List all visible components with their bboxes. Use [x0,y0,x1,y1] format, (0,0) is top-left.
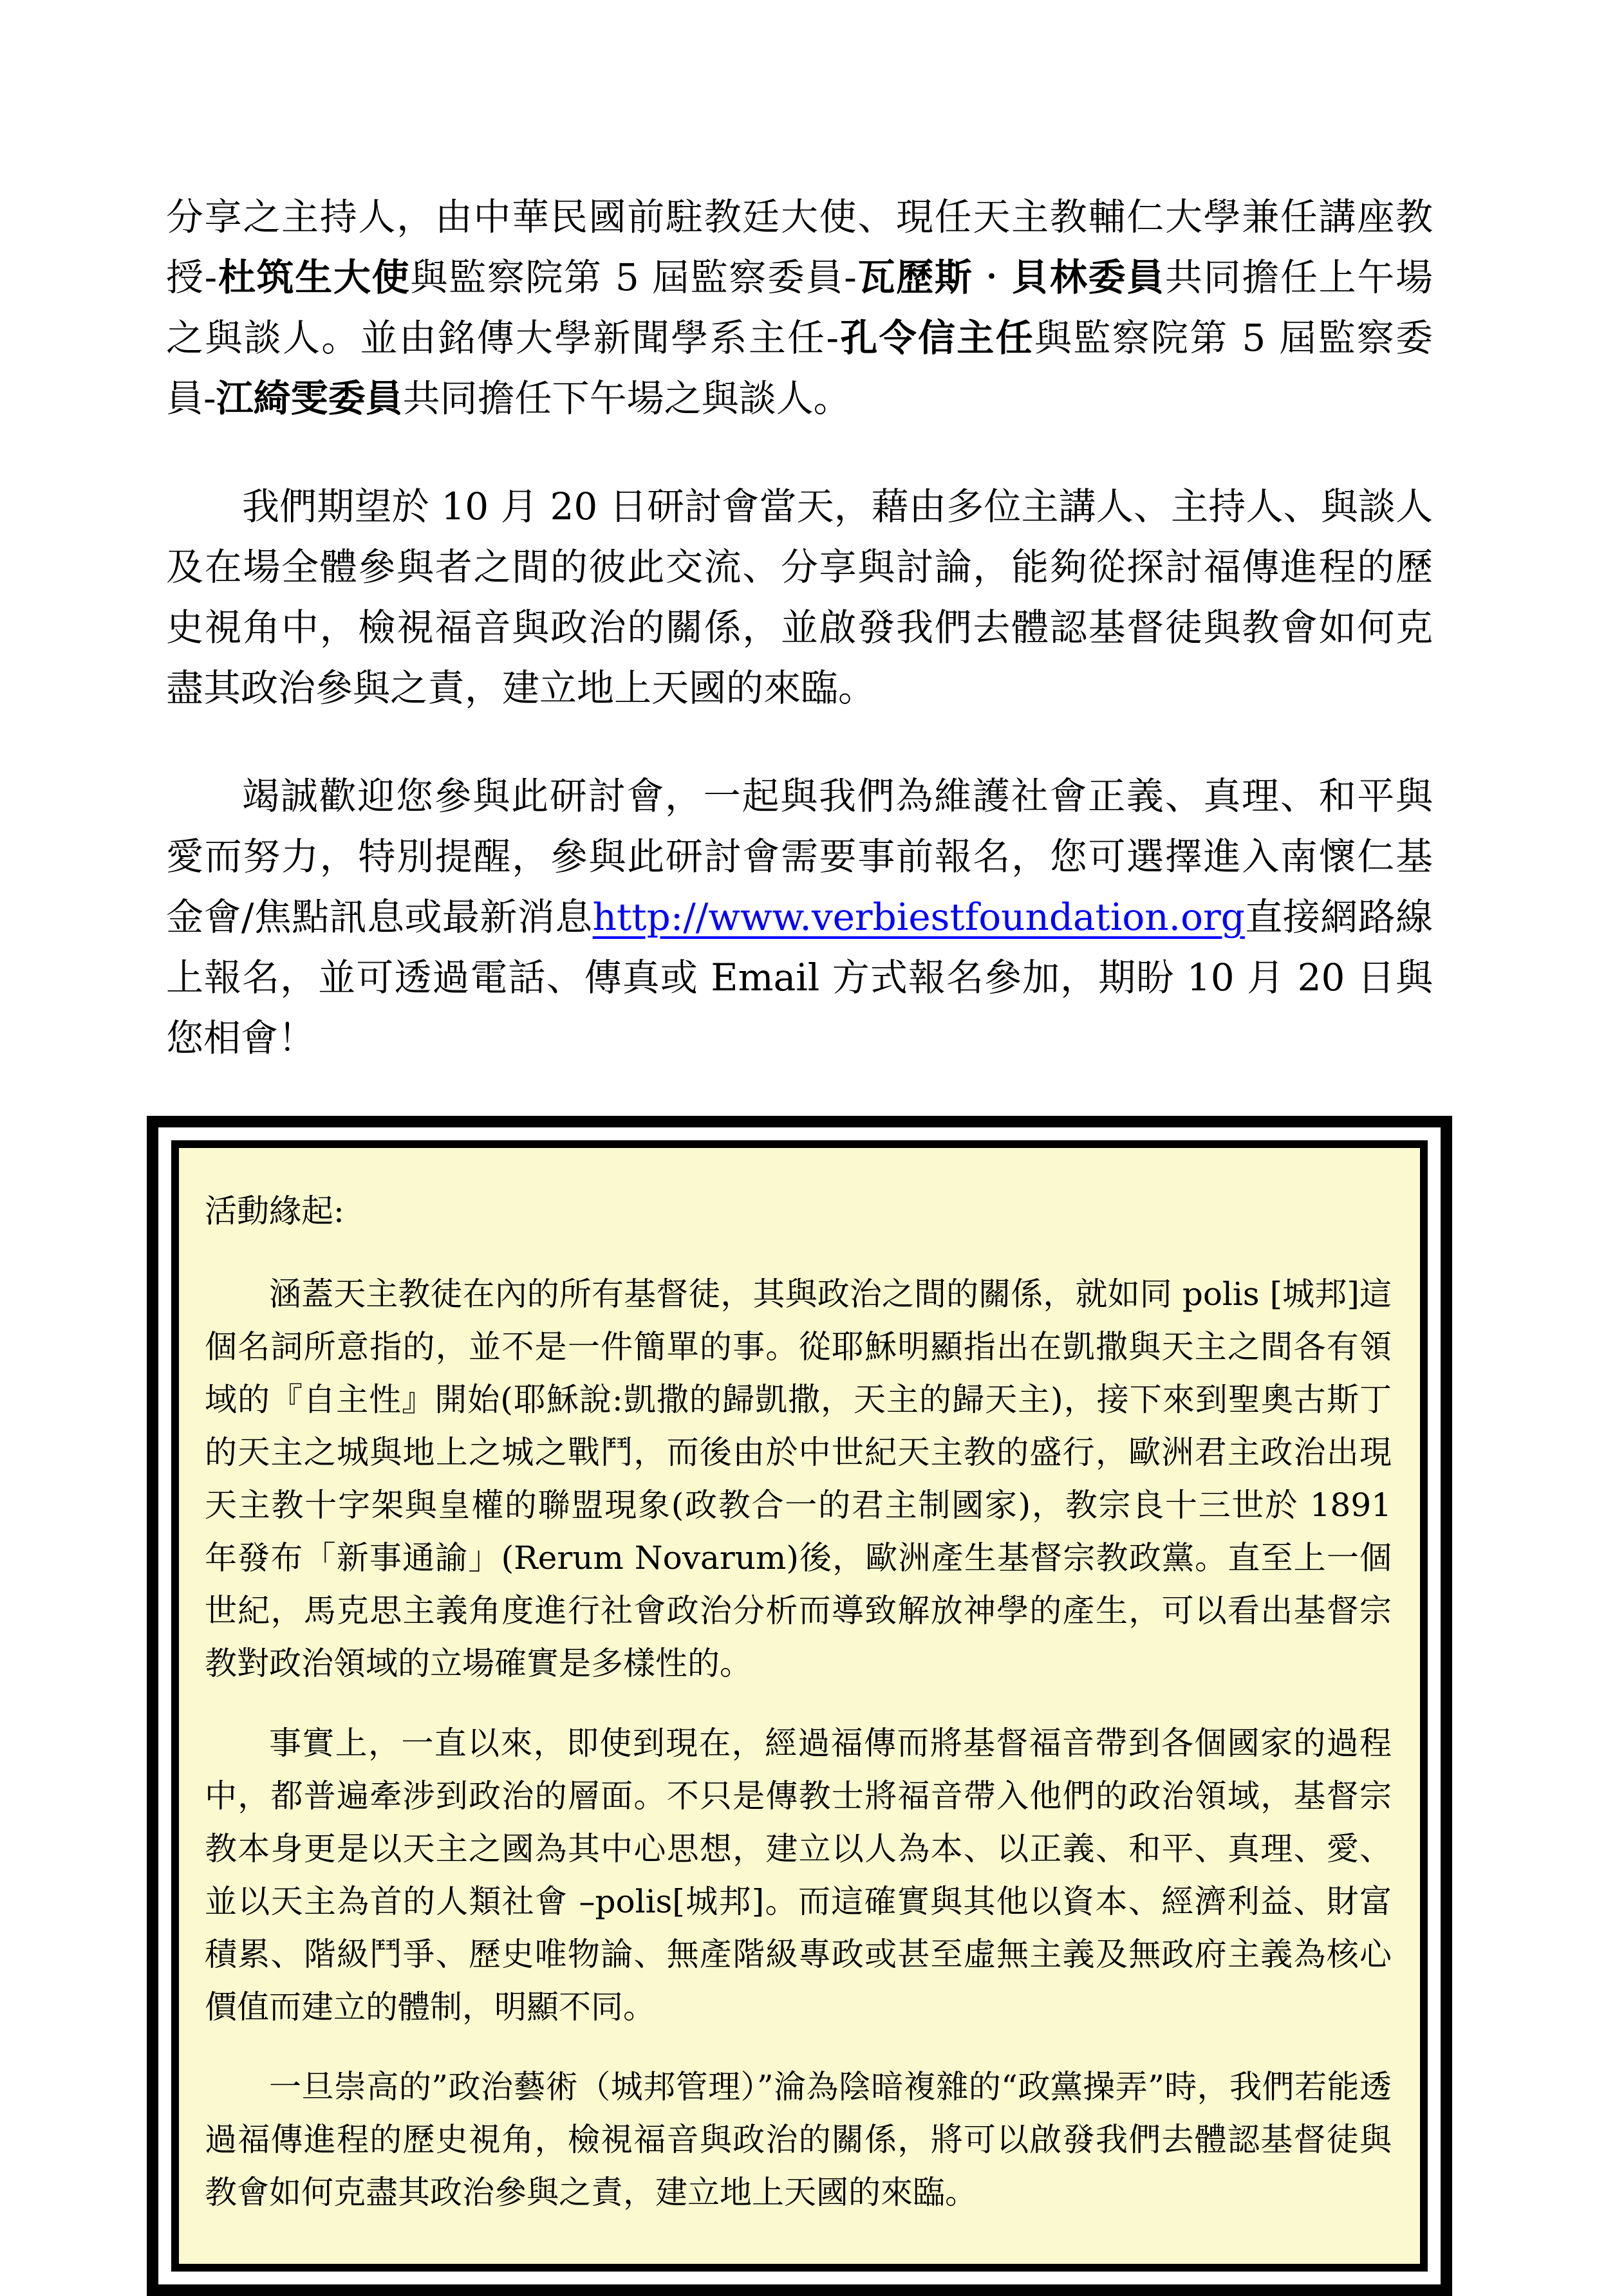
intro-paragraph-speakers [166,187,1433,429]
box-paragraph-history: 涵蓋天主教徒在內的所有基督徒，其與政治之間的關係，就如同 polis [城邦]這個名詞所意指的，並不是一件簡單的事。從耶穌明顯指出在凱撒與天主之間各有領域的『自主性』開始(耶穌說:凱撒的歸凱撒，天主的歸天主)，接下來到聖奧古斯丁的天主之城與地上之城之戰鬥，而後由於中世紀天主教的盛行，歐洲君主政治出現天主教十字架與皇權的聯盟現象(政教合一的君主制國家)，教宗良十三世於 1891 年發布「新事通諭」(Rerum Novarum)後，歐洲產生基督宗教政黨。直至上一個世紀，馬克思主義角度進行社會政治分析而導致解放神學的產生，可以看出基督宗教對政治領域的立場確實是多樣性的。 [205,1275,1392,1682]
person-name-kong-lingxin: 孔令信主任 [839,316,1034,360]
text-segment: 我們期望於 10 月 20 日研討會當天，藉由多位主講人、主持人、與談人及在場全體參與者之間的彼此交流、分享與討論，能夠從探討福傳進程的歷史視角中，檢視福音與政治的關係，並啟發我們去體認基督徒與教會如何克盡其政治參與之責，建立地上天國的來臨。 [166,485,1433,710]
event-origin-box-inner [171,1140,1428,2272]
text-segment: 直接網路線上報名，並可透過電話、傳真或 Email 方式報名參加，期盼 10 月 20 日與您相會！ [166,895,1433,1060]
text-segment: 與監察院第 5 屆監察委員- [166,316,1433,420]
text-segment: 竭誠歡迎您參與此研討會，一起與我們為維護社會正義、真理、和平與愛而努力，特別提醒，參與此研討會需要事前報名，您可選擇進入南懷仁基金會/焦點訊息或最新消息 [166,774,1433,939]
text-segment: 分享之主持人，由中華民國前駐教廷大使、現任天主教輔仁大學兼任講座教授- [166,195,1433,299]
person-name-ambassador-du: 杜筑生大使 [217,255,411,299]
expectation-paragraph [166,476,1433,718]
text-segment: 與監察院第 5 屆監察委員- [410,255,857,299]
event-origin-box [147,1116,1452,2296]
box-title: 活動緣起: [205,1192,344,1230]
text-segment: 共同擔任上午場之與談人。並由銘傳大學新聞學系主任- [166,255,1433,360]
person-name-walis-pelin: 瓦歷斯‧貝林委員 [856,255,1165,299]
registration-url-link[interactable]: http://www.verbiestfoundation.org [592,895,1245,939]
box-paragraph-evangelization: 事實上，一直以來，即使到現在，經過福傳而將基督福音帶到各個國家的過程中，都普遍牽涉到政治的層面。不只是傳教士將福音帶入他們的政治領域，基督宗教本身更是以天主之國為其中心思想，建立以人為本、以正義、和平、真理、愛、並以天主為首的人類社會 –polis[城邦]。而這確實與其他以資本、經濟利益、財富積累、階級鬥爭、歷史唯物論、無產階級專政或甚至虛無主義及無政府主義為核心價值而建立的體制，明顯不同。 [205,1725,1392,2026]
document-body [166,187,1433,2296]
text-segment: 共同擔任下午場之與談人。 [402,376,851,420]
box-paragraph-conclusion: 一旦崇高的”政治藝術（城邦管理）”淪為陰暗複雜的“政黨操弄”時，我們若能透過福傳進程的歷史視角，檢視福音與政治的關係，將可以啟發我們去體認基督徒與教會如何克盡其政治參與之責，建立地上天國的來臨。 [205,2068,1392,2211]
person-name-jiang-qiwen: 江綺雯委員 [216,376,403,420]
registration-paragraph [166,766,1433,1068]
